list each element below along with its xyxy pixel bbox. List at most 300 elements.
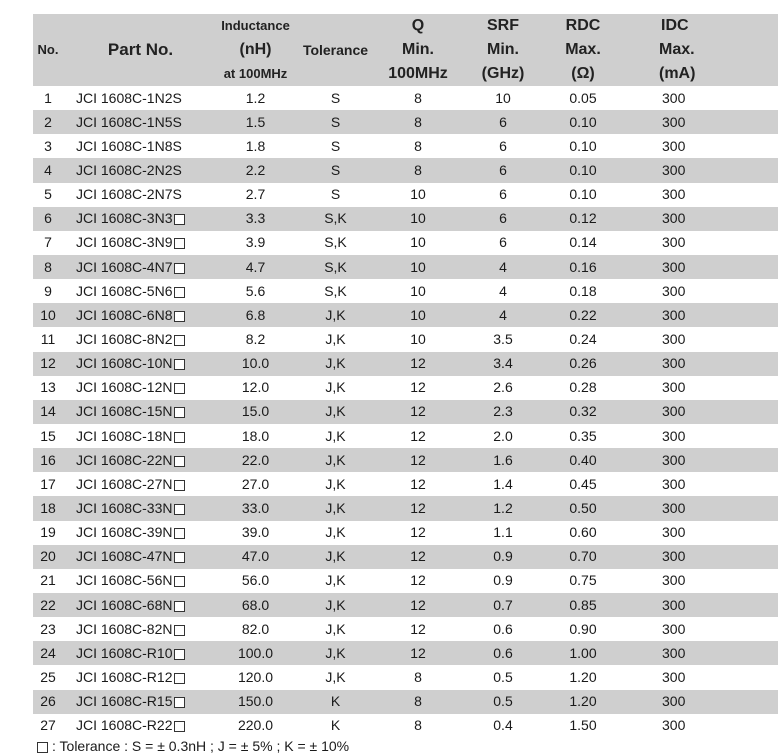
cell-inductance: 6.8 bbox=[218, 303, 293, 327]
cell-part-no bbox=[63, 472, 218, 496]
part-number-text: JCI 1608C-68N bbox=[76, 596, 173, 613]
table-header bbox=[33, 14, 778, 86]
cell-srf: 6 bbox=[458, 207, 548, 231]
cell-inductance: 15.0 bbox=[218, 400, 293, 424]
cell-rdc: 0.90 bbox=[569, 620, 597, 637]
cell-q: 12 bbox=[378, 352, 458, 376]
table-row bbox=[33, 665, 778, 689]
part-number-text: JCI 1608C-R15 bbox=[76, 693, 173, 710]
tolerance-code-box-icon bbox=[174, 697, 185, 708]
cell-q: 12 bbox=[410, 620, 426, 637]
header-srf: SRF bbox=[458, 14, 548, 38]
cell-srf: 0.5 bbox=[458, 690, 548, 714]
tolerance-code-box-icon bbox=[174, 504, 185, 515]
cell-q: 10 bbox=[378, 255, 458, 279]
cell-rdc: 0.10 bbox=[548, 110, 618, 134]
cell-inductance: 27.0 bbox=[241, 475, 270, 492]
tolerance-code-box-icon bbox=[174, 601, 185, 612]
cell-idc: 300 bbox=[662, 330, 686, 347]
cell-no: 13 bbox=[40, 379, 56, 396]
cell-q: 8 bbox=[378, 158, 458, 182]
cell-q: 12 bbox=[378, 448, 458, 472]
cell-inductance: 3.9 bbox=[245, 234, 266, 251]
tolerance-code-box-icon bbox=[174, 625, 185, 636]
table-row bbox=[33, 690, 778, 714]
header-inductance: Inductance bbox=[218, 14, 293, 38]
cell-idc: 300 bbox=[662, 717, 686, 734]
cell-srf: 3.4 bbox=[458, 352, 548, 376]
cell-inductance: 12.0 bbox=[241, 379, 270, 396]
cell-q: 10 bbox=[410, 186, 426, 203]
cell-srf: 1.4 bbox=[493, 475, 513, 492]
part-number-text: JCI 1608C-1N2S bbox=[76, 89, 182, 106]
cell-rdc: 1.00 bbox=[548, 641, 618, 665]
cell-inductance: 82.0 bbox=[241, 620, 270, 637]
tolerance-code-box-icon bbox=[174, 214, 185, 225]
cell-tolerance: J,K bbox=[293, 448, 378, 472]
cell-srf: 0.6 bbox=[458, 641, 548, 665]
header-idc-unit: (mA) bbox=[618, 62, 778, 86]
cell-rdc: 0.26 bbox=[548, 352, 618, 376]
cell-no: 2 bbox=[33, 110, 63, 134]
cell-idc: 300 bbox=[618, 641, 778, 665]
cell-tolerance: J,K bbox=[293, 545, 378, 569]
cell-rdc: 0.32 bbox=[548, 400, 618, 424]
part-number-text: JCI 1608C-1N8S bbox=[76, 137, 182, 154]
cell-inductance: 1.5 bbox=[218, 110, 293, 134]
table-row bbox=[33, 231, 778, 255]
cell-srf: 0.4 bbox=[493, 717, 513, 734]
part-number-text: JCI 1608C-3N3 bbox=[76, 210, 173, 227]
cell-part-no bbox=[63, 714, 218, 738]
cell-inductance: 18.0 bbox=[241, 427, 270, 444]
cell-rdc: 1.20 bbox=[548, 690, 618, 714]
cell-part-no bbox=[63, 569, 218, 593]
cell-idc: 300 bbox=[618, 400, 778, 424]
cell-q: 12 bbox=[410, 572, 426, 589]
cell-tolerance: S,K bbox=[324, 234, 347, 251]
cell-idc: 300 bbox=[618, 158, 778, 182]
cell-part-no bbox=[63, 183, 218, 207]
cell-part-no bbox=[63, 448, 218, 472]
cell-idc: 300 bbox=[618, 690, 778, 714]
tolerance-code-box-icon bbox=[174, 432, 185, 443]
cell-no: 12 bbox=[33, 352, 63, 376]
table-row bbox=[33, 472, 778, 496]
cell-rdc: 0.85 bbox=[548, 593, 618, 617]
cell-inductance: 22.0 bbox=[218, 448, 293, 472]
header-rdc-max: Max. bbox=[548, 38, 618, 62]
table-row bbox=[33, 641, 778, 665]
table-row bbox=[33, 158, 778, 182]
part-number-text: JCI 1608C-R12 bbox=[76, 668, 173, 685]
cell-inductance: 5.6 bbox=[245, 282, 266, 299]
cell-tolerance: J,K bbox=[325, 668, 346, 685]
header-srf-unit: (GHz) bbox=[458, 62, 548, 86]
cell-q: 10 bbox=[410, 282, 426, 299]
cell-inductance: 33.0 bbox=[218, 496, 293, 520]
cell-idc: 300 bbox=[662, 186, 686, 203]
table-row bbox=[33, 400, 778, 424]
header-q-min: Min. bbox=[378, 38, 458, 62]
tolerance-code-box-icon bbox=[174, 528, 185, 539]
part-number-text: JCI 1608C-10N bbox=[76, 355, 173, 372]
cell-inductance: 100.0 bbox=[218, 641, 293, 665]
table-row bbox=[33, 617, 778, 641]
cell-inductance: 1.2 bbox=[245, 89, 266, 106]
tolerance-code-box-icon bbox=[174, 335, 185, 346]
cell-tolerance: J,K bbox=[325, 475, 346, 492]
cell-idc: 300 bbox=[618, 448, 778, 472]
cell-srf: 2.0 bbox=[493, 427, 513, 444]
cell-no: 11 bbox=[40, 330, 56, 347]
tolerance-code-box-icon bbox=[174, 721, 185, 732]
cell-no: 1 bbox=[44, 89, 52, 106]
part-number-text: JCI 1608C-8N2 bbox=[76, 330, 173, 347]
cell-no: 6 bbox=[33, 207, 63, 231]
table-row bbox=[33, 327, 778, 351]
cell-no: 17 bbox=[40, 475, 56, 492]
tolerance-code-box-icon bbox=[174, 673, 185, 684]
cell-rdc: 0.35 bbox=[569, 427, 597, 444]
cell-idc: 300 bbox=[662, 137, 686, 154]
cell-no: 14 bbox=[33, 400, 63, 424]
tolerance-code-box-icon bbox=[174, 359, 185, 370]
cell-inductance: 2.2 bbox=[218, 158, 293, 182]
cell-idc: 300 bbox=[662, 620, 686, 637]
cell-idc: 300 bbox=[662, 572, 686, 589]
part-number-text: JCI 1608C-18N bbox=[76, 427, 173, 444]
cell-no: 23 bbox=[40, 620, 56, 637]
header-no: No. bbox=[33, 14, 63, 86]
cell-part-no bbox=[63, 593, 218, 617]
cell-rdc: 0.24 bbox=[569, 330, 597, 347]
cell-inductance: 1.8 bbox=[245, 137, 266, 154]
cell-tolerance: J,K bbox=[293, 496, 378, 520]
table-row bbox=[33, 303, 778, 327]
tolerance-note-text: : Tolerance : S = ± 0.3nH ; J = ± 5% ; K = ± 10% bbox=[52, 738, 350, 754]
header-idc-max: Max. bbox=[618, 38, 778, 62]
cell-part-no bbox=[63, 207, 218, 231]
cell-part-no bbox=[63, 158, 218, 182]
cell-tolerance: J,K bbox=[293, 352, 378, 376]
header-inductance-freq: at 100MHz bbox=[218, 62, 293, 86]
cell-part-no bbox=[63, 134, 218, 158]
part-number-text: JCI 1608C-22N bbox=[76, 451, 173, 468]
cell-inductance: 150.0 bbox=[218, 690, 293, 714]
cell-srf: 2.3 bbox=[458, 400, 548, 424]
cell-q: 12 bbox=[410, 524, 426, 541]
part-number-text: JCI 1608C-47N bbox=[76, 548, 173, 565]
header-q-freq: 100MHz bbox=[378, 62, 458, 86]
cell-srf: 6 bbox=[499, 186, 507, 203]
cell-part-no bbox=[63, 327, 218, 351]
cell-q: 8 bbox=[414, 89, 422, 106]
cell-idc: 300 bbox=[618, 593, 778, 617]
cell-srf: 4 bbox=[458, 303, 548, 327]
cell-no: 20 bbox=[33, 545, 63, 569]
cell-rdc: 0.70 bbox=[548, 545, 618, 569]
table-row bbox=[33, 134, 778, 158]
cell-srf: 1.6 bbox=[458, 448, 548, 472]
header-idc: IDC bbox=[618, 14, 778, 38]
part-number-text: JCI 1608C-5N6 bbox=[76, 282, 173, 299]
cell-no: 9 bbox=[44, 282, 52, 299]
cell-tolerance: J,K bbox=[325, 572, 346, 589]
cell-q: 8 bbox=[414, 717, 422, 734]
tolerance-code-box-icon bbox=[174, 456, 185, 467]
cell-tolerance: S,K bbox=[293, 255, 378, 279]
table-row bbox=[33, 448, 778, 472]
cell-no: 27 bbox=[40, 717, 56, 734]
cell-q: 8 bbox=[414, 668, 422, 685]
cell-srf: 0.7 bbox=[458, 593, 548, 617]
cell-idc: 300 bbox=[662, 475, 686, 492]
cell-tolerance: J,K bbox=[325, 379, 346, 396]
cell-idc: 300 bbox=[662, 524, 686, 541]
cell-inductance: 10.0 bbox=[218, 352, 293, 376]
header-part-no: Part No. bbox=[63, 14, 218, 86]
cell-inductance: 39.0 bbox=[241, 524, 270, 541]
cell-srf: 6 bbox=[499, 234, 507, 251]
cell-idc: 300 bbox=[662, 379, 686, 396]
tolerance-code-box-icon bbox=[174, 552, 185, 563]
cell-idc: 300 bbox=[618, 352, 778, 376]
cell-q: 12 bbox=[410, 379, 426, 396]
cell-no: 19 bbox=[40, 524, 56, 541]
cell-tolerance: S bbox=[330, 137, 341, 154]
tolerance-code-box-icon bbox=[174, 287, 185, 298]
part-number-text: JCI 1608C-82N bbox=[76, 620, 173, 637]
tolerance-code-box-icon bbox=[174, 407, 185, 418]
cell-part-no bbox=[63, 279, 218, 303]
cell-part-no bbox=[63, 690, 218, 714]
tolerance-code-box-icon bbox=[174, 576, 185, 587]
cell-srf: 6 bbox=[458, 110, 548, 134]
table-row bbox=[33, 255, 778, 279]
cell-tolerance: S,K bbox=[324, 282, 347, 299]
cell-srf: 0.6 bbox=[493, 620, 513, 637]
cell-part-no bbox=[63, 665, 218, 689]
cell-tolerance: K bbox=[330, 717, 341, 734]
cell-idc: 300 bbox=[618, 303, 778, 327]
cell-tolerance: K bbox=[293, 690, 378, 714]
table-row bbox=[33, 279, 778, 303]
cell-q: 12 bbox=[378, 641, 458, 665]
cell-srf: 3.5 bbox=[493, 330, 513, 347]
cell-rdc: 0.14 bbox=[569, 234, 597, 251]
cell-no: 24 bbox=[33, 641, 63, 665]
cell-tolerance: S bbox=[330, 89, 341, 106]
cell-srf: 0.5 bbox=[493, 668, 513, 685]
cell-inductance: 120.0 bbox=[237, 668, 274, 685]
cell-rdc: 0.05 bbox=[569, 89, 597, 106]
cell-inductance: 68.0 bbox=[218, 593, 293, 617]
cell-part-no bbox=[63, 303, 218, 327]
table-row bbox=[33, 521, 778, 545]
cell-idc: 300 bbox=[618, 545, 778, 569]
header-srf-min: Min. bbox=[458, 38, 548, 62]
cell-rdc: 0.28 bbox=[569, 379, 597, 396]
cell-tolerance: J,K bbox=[293, 593, 378, 617]
cell-idc: 300 bbox=[618, 110, 778, 134]
cell-q: 12 bbox=[378, 545, 458, 569]
tolerance-code-box-icon bbox=[174, 649, 185, 660]
cell-tolerance: J,K bbox=[293, 400, 378, 424]
cell-inductance: 56.0 bbox=[241, 572, 270, 589]
cell-srf: 10 bbox=[495, 89, 511, 106]
cell-rdc: 0.40 bbox=[548, 448, 618, 472]
cell-tolerance: J,K bbox=[325, 524, 346, 541]
cell-q: 10 bbox=[410, 234, 426, 251]
cell-tolerance: J,K bbox=[293, 641, 378, 665]
part-number-text: JCI 1608C-39N bbox=[76, 524, 173, 541]
cell-idc: 300 bbox=[618, 207, 778, 231]
part-number-text: JCI 1608C-27N bbox=[76, 475, 173, 492]
cell-no: 21 bbox=[40, 572, 56, 589]
part-number-text: JCI 1608C-1N5S bbox=[76, 113, 182, 130]
cell-part-no bbox=[63, 376, 218, 400]
cell-tolerance: J,K bbox=[325, 330, 346, 347]
cell-part-no bbox=[63, 352, 218, 376]
tolerance-code-box-icon bbox=[174, 311, 185, 322]
table-row bbox=[33, 86, 778, 110]
cell-part-no bbox=[63, 110, 218, 134]
cell-no: 22 bbox=[33, 593, 63, 617]
cell-srf: 0.9 bbox=[458, 545, 548, 569]
cell-rdc: 0.75 bbox=[569, 572, 597, 589]
cell-part-no bbox=[63, 400, 218, 424]
header-q: Q bbox=[378, 14, 458, 38]
cell-no: 15 bbox=[40, 427, 56, 444]
cell-rdc: 0.10 bbox=[548, 158, 618, 182]
cell-srf: 0.9 bbox=[493, 572, 513, 589]
cell-part-no bbox=[63, 521, 218, 545]
table-row bbox=[33, 545, 778, 569]
cell-no: 18 bbox=[33, 496, 63, 520]
cell-q: 8 bbox=[378, 690, 458, 714]
part-number-text: JCI 1608C-2N7S bbox=[76, 186, 182, 203]
cell-part-no bbox=[63, 255, 218, 279]
tolerance-code-box-icon bbox=[174, 263, 185, 274]
cell-srf: 4 bbox=[499, 282, 507, 299]
cell-inductance: 2.7 bbox=[245, 186, 266, 203]
cell-no: 26 bbox=[33, 690, 63, 714]
cell-no: 8 bbox=[33, 255, 63, 279]
cell-idc: 300 bbox=[662, 234, 686, 251]
header-inductance-unit: (nH) bbox=[218, 38, 293, 62]
cell-rdc: 0.12 bbox=[548, 207, 618, 231]
cell-q: 10 bbox=[378, 303, 458, 327]
table-row bbox=[33, 714, 778, 738]
part-number-text: JCI 1608C-33N bbox=[76, 499, 173, 516]
cell-part-no bbox=[63, 496, 218, 520]
table-row bbox=[33, 183, 778, 207]
header-rdc-unit: (Ω) bbox=[548, 62, 618, 86]
cell-no: 16 bbox=[33, 448, 63, 472]
part-number-text: JCI 1608C-15N bbox=[76, 403, 173, 420]
cell-srf: 1.1 bbox=[493, 524, 513, 541]
table-row bbox=[33, 376, 778, 400]
table-row bbox=[33, 593, 778, 617]
cell-part-no bbox=[63, 86, 218, 110]
cell-rdc: 0.16 bbox=[548, 255, 618, 279]
part-number-text: JCI 1608C-R22 bbox=[76, 717, 173, 734]
cell-srf: 6 bbox=[458, 158, 548, 182]
cell-inductance: 8.2 bbox=[245, 330, 266, 347]
cell-q: 12 bbox=[378, 496, 458, 520]
inductor-spec-table bbox=[33, 14, 778, 738]
cell-inductance: 47.0 bbox=[218, 545, 293, 569]
cell-no: 4 bbox=[33, 158, 63, 182]
cell-srf: 2.6 bbox=[493, 379, 513, 396]
cell-idc: 300 bbox=[662, 282, 686, 299]
cell-rdc: 0.10 bbox=[569, 137, 597, 154]
part-number-text: JCI 1608C-12N bbox=[76, 379, 173, 396]
header-rdc: RDC bbox=[548, 14, 618, 38]
cell-part-no bbox=[63, 231, 218, 255]
cell-tolerance: S,K bbox=[293, 207, 378, 231]
cell-no: 7 bbox=[44, 234, 52, 251]
cell-no: 25 bbox=[40, 668, 56, 685]
cell-inductance: 4.7 bbox=[218, 255, 293, 279]
cell-q: 12 bbox=[410, 475, 426, 492]
tolerance-code-box-icon bbox=[174, 383, 185, 394]
cell-no: 5 bbox=[44, 186, 52, 203]
part-number-text: JCI 1608C-3N9 bbox=[76, 234, 173, 251]
cell-srf: 1.2 bbox=[458, 496, 548, 520]
table-row bbox=[33, 424, 778, 448]
cell-no: 10 bbox=[33, 303, 63, 327]
cell-q: 10 bbox=[378, 207, 458, 231]
cell-tolerance: J,K bbox=[325, 427, 346, 444]
part-number-text: JCI 1608C-6N8 bbox=[76, 306, 173, 323]
cell-part-no bbox=[63, 545, 218, 569]
cell-rdc: 0.45 bbox=[569, 475, 597, 492]
table-row bbox=[33, 110, 778, 134]
cell-idc: 300 bbox=[662, 668, 686, 685]
part-number-text: JCI 1608C-2N2S bbox=[76, 161, 182, 178]
part-number-text: JCI 1608C-R10 bbox=[76, 644, 173, 661]
part-number-text: JCI 1608C-4N7 bbox=[76, 258, 173, 275]
cell-tolerance: J,K bbox=[293, 303, 378, 327]
cell-idc: 300 bbox=[662, 89, 686, 106]
cell-rdc: 1.20 bbox=[569, 668, 597, 685]
cell-no: 3 bbox=[44, 137, 52, 154]
part-number-text: JCI 1608C-56N bbox=[76, 572, 173, 589]
cell-srf: 4 bbox=[458, 255, 548, 279]
table-row bbox=[33, 496, 778, 520]
cell-q: 12 bbox=[378, 593, 458, 617]
header-tolerance: Tolerance bbox=[293, 14, 378, 86]
cell-rdc: 0.50 bbox=[548, 496, 618, 520]
cell-q: 8 bbox=[378, 110, 458, 134]
cell-tolerance: J,K bbox=[325, 620, 346, 637]
cell-idc: 300 bbox=[662, 427, 686, 444]
cell-srf: 6 bbox=[499, 137, 507, 154]
cell-part-no bbox=[63, 617, 218, 641]
cell-q: 12 bbox=[378, 400, 458, 424]
cell-part-no bbox=[63, 641, 218, 665]
tolerance-code-box-icon bbox=[174, 238, 185, 249]
cell-idc: 300 bbox=[618, 255, 778, 279]
cell-q: 10 bbox=[410, 330, 426, 347]
table-row bbox=[33, 207, 778, 231]
cell-idc: 300 bbox=[618, 496, 778, 520]
table-body bbox=[33, 86, 778, 738]
checkbox-placeholder-icon bbox=[37, 742, 48, 753]
tolerance-code-box-icon bbox=[174, 480, 185, 491]
